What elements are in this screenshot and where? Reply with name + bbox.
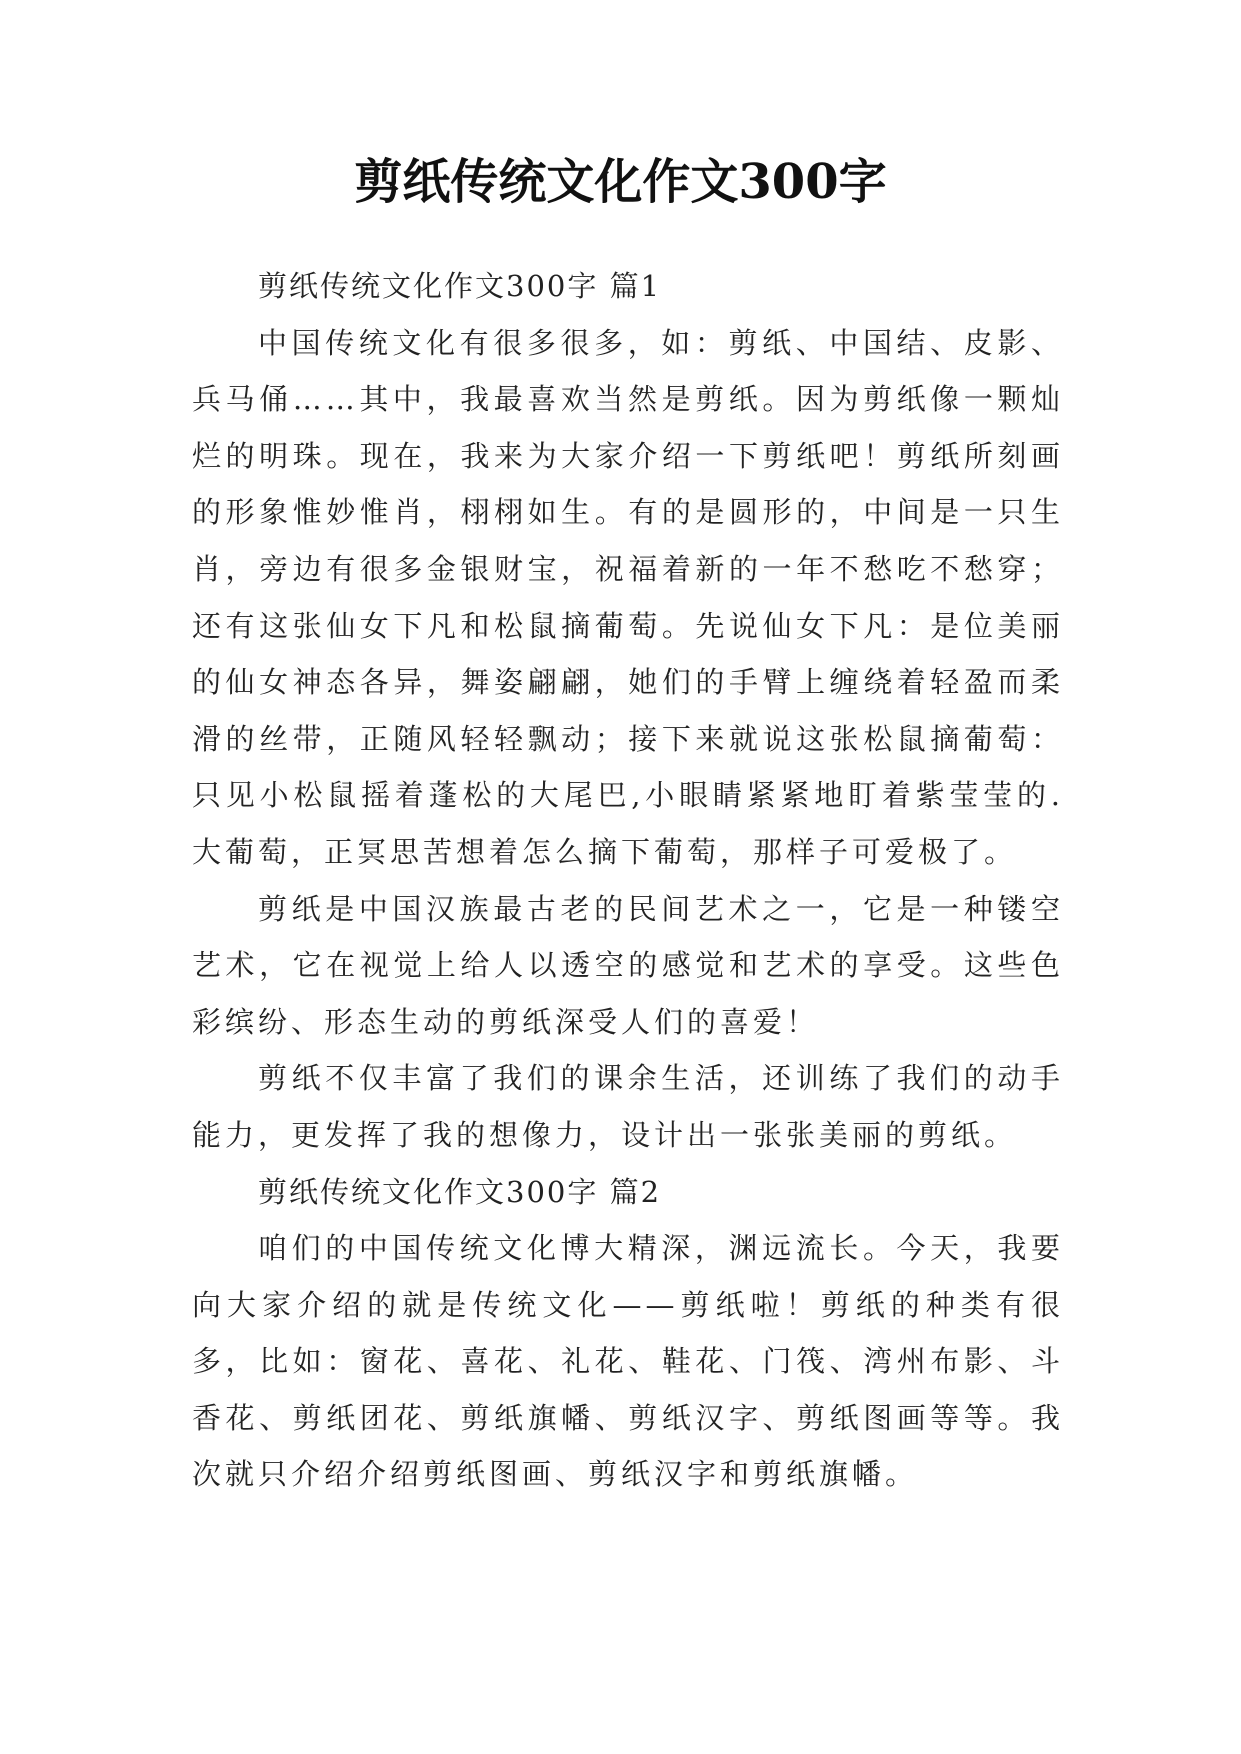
paragraph: 中国传统文化有很多很多，如：剪纸、中国结、皮影、兵马俑……其中，我最喜欢当然是剪纸。因为剪纸像一颗灿烂的明珠。现在，我来为大家介绍一下剪纸吧！剪纸所刻画的形象惟妙惟肖，栩栩如生。有的是圆形的，中间是一只生肖，旁边有很多金银财宝，祝福着新的一年不愁吃不愁穿；还有这张仙女下凡和松鼠摘葡萄。先说仙女下凡：是位美丽的仙女神态各异，舞姿翩翩，她们的手臂上缠绕着轻盈而柔滑的丝带，正随风轻轻飘动；接下来就说这张松鼠摘葡萄：只见小松鼠摇着蓬松的大尾巴,小眼睛紧紧地盯着紫莹莹的.大葡萄，正冥思苦想着怎么摘下葡萄，那样子可爱极了。 — [192, 325, 1064, 869]
paragraph: 剪纸不仅丰富了我们的课余生活，还训练了我们的动手能力，更发挥了我的想像力，设计出一张张美丽的剪纸。 — [192, 1061, 1064, 1152]
paragraph: 剪纸是中国汉族最古老的民间艺术之一，它是一种镂空艺术，它在视觉上给人以透空的感觉和艺术的享受。这些色彩缤纷、形态生动的剪纸深受人们的喜爱！ — [192, 891, 1064, 1039]
section-heading-1: 剪纸传统文化作文300字 篇1 — [258, 269, 662, 303]
document-title: 剪纸传统文化作文300字 — [354, 154, 887, 210]
section-heading-2: 剪纸传统文化作文300字 篇2 — [258, 1174, 662, 1209]
paragraph: 咱们的中国传统文化博大精深，渊远流长。今天，我要向大家介绍的就是传统文化——剪纸啦！剪纸的种类有很多，比如：窗花、喜花、礼花、鞋花、门筏、湾州布影、斗香花、剪纸团花、剪纸旗幡、剪纸汉字、剪纸图画等等。我次就只介绍介绍剪纸图画、剪纸汉字和剪纸旗幡。 — [192, 1231, 1064, 1492]
document-body — [192, 258, 1064, 1503]
